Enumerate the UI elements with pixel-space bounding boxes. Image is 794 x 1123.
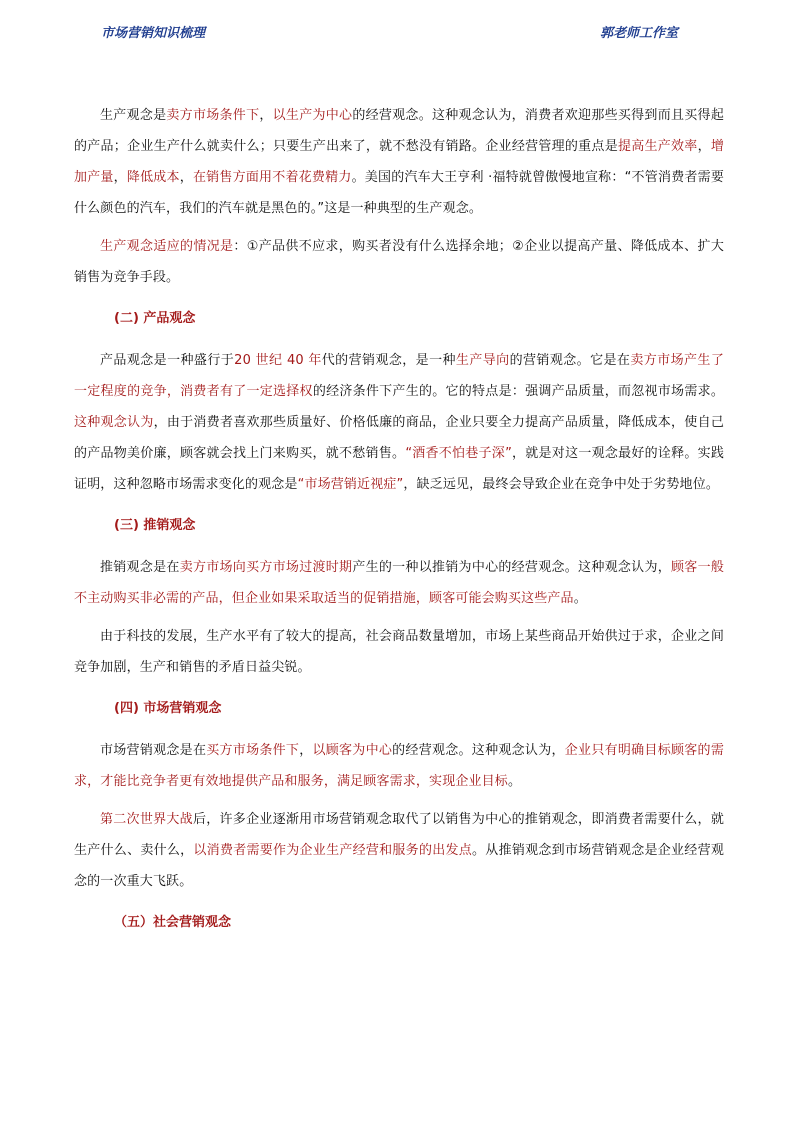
text-run: 生产观念是 [100, 108, 167, 123]
paragraph [74, 345, 724, 500]
section-heading: (三) 推销观念 [114, 518, 196, 533]
text-run: 产生的一种以推销为中心的经营观念。这种观念认为， [352, 560, 672, 575]
highlighted-text: 卖方市场向买方市场过渡时期 [179, 560, 353, 575]
highlighted-text: 顾客一般不主动购买非必需的产品，但企业如果采取适当的促销措施，顾客可能会购买这些产品 [74, 560, 725, 606]
text-run: ， [179, 170, 193, 185]
highlighted-text: 卖方市场条件下 [166, 108, 260, 123]
paragraph [74, 621, 724, 683]
text-run: 。 [507, 774, 522, 789]
highlighted-text: 生产观念适应的情况是 [100, 239, 234, 254]
text-run: ， [697, 139, 711, 154]
highlighted-text: 增加产量 [74, 139, 725, 185]
text-run: ， [113, 170, 127, 185]
highlighted-text: 第二次世界大战 [100, 812, 193, 827]
paragraph [74, 804, 724, 897]
text-run: 由于科技的发展，生产水平有了较大的提高，社会商品数量增加，市场上某些商品开始供过于求，企业之间竞争加剧，生产和销售的矛盾日益尖锐。 [74, 629, 724, 675]
text-run: ， [299, 743, 313, 758]
highlighted-text: 20 世纪 40 年 [234, 353, 322, 368]
highlighted-text: 卖方市场产生了一定程度的竞争，消费者有了一定选择权 [74, 353, 724, 399]
highlighted-text: “酒香不怕巷子深” [405, 446, 512, 461]
text-run: 推销观念是在 [100, 560, 180, 575]
highlighted-text: 以消费者需要作为企业生产经营和服务的出发点 [193, 843, 473, 858]
text-run: 的经济条件下产生的。它的特点是：强调产品质量，而忽视市场需求。 [312, 384, 725, 399]
highlighted-text: 在销售方面用不着花费精力 [192, 170, 352, 185]
paragraph [74, 100, 724, 224]
highlighted-text: 降低成本 [126, 170, 180, 185]
text-run: 产品观念是一种盛行于 [100, 353, 235, 368]
document-body [74, 100, 724, 949]
section-heading: (二) 产品观念 [114, 311, 196, 326]
highlighted-text: 这种观念认为 [74, 415, 154, 430]
header-left-title: 市场营销知识梳理 [101, 26, 206, 41]
text-run: 的营销观念。它是在 [509, 353, 631, 368]
text-run: 代的营销观念，是一种 [321, 353, 456, 368]
text-run: 。从推销观念到市场营销观念是企业经营观念的一次重大飞跃。 [74, 843, 724, 889]
highlighted-text: 生产导向 [455, 353, 510, 368]
text-run: 的经营观念。这种观念认为， [392, 743, 565, 758]
highlighted-text: 以顾客为中心 [312, 743, 393, 758]
text-run: ，就是对这一观念最好的诠释。实践证明，这种忽略市场需求变化的观念是 [74, 446, 724, 492]
text-run: 后，许多企业逐渐用市场营销观念取代了以销售为中心的推销观念，即消费者需要什么，就生产什么、卖什么， [74, 812, 724, 858]
text-run: 。 [573, 591, 587, 606]
highlighted-text: 以生产为中心 [272, 108, 353, 123]
text-run: ，缺乏远见，最终会导致企业在竞争中处于劣势地位。 [403, 477, 719, 492]
highlighted-text: 提高生产效率 [617, 139, 698, 154]
section-heading: （五）社会营销观念 [114, 915, 232, 930]
text-run: ， [259, 108, 273, 123]
section-heading: (四) 市场营销观念 [114, 701, 222, 716]
highlighted-text: 企业只有明确目标顾客的需求，才能比竞争者更有效地提供产品和服务，满足顾客需求，实现企业目标 [74, 743, 724, 789]
highlighted-text: “市场营销近视症” [297, 477, 404, 492]
header-right-title: 郭老师工作室 [600, 26, 679, 41]
paragraph [74, 231, 724, 293]
text-run: 的经营观念。这种观念认为，消费者欢迎那些买得到而且买得起的产品；企业生产什么就卖什么；只要生产出来了，就不愁没有销路。企业经营管理的重点是 [74, 108, 724, 154]
text-run: 市场营销观念是在 [100, 743, 207, 758]
text-run: 。美国的汽车大王亨利 ·福特就曾傲慢地宣称：“不管消费者需要什么颜色的汽车，我们的汽车就是黑色的。”这是一种典型的生产观念。 [74, 170, 724, 216]
paragraph [74, 552, 724, 614]
text-run: ：①产品供不应求，购买者没有什么选择余地；②企业以提高产量、降低成本、扩大销售为竞争手段。 [74, 239, 724, 285]
highlighted-text: 买方市场条件下 [206, 743, 300, 758]
text-run: ，由于消费者喜欢那些质量好、价格低廉的商品，企业只要全力提高产品质量，降低成本，使自己的产品物美价廉，顾客就会找上门来购买，就不愁销售。 [74, 415, 724, 461]
paragraph [74, 735, 724, 797]
